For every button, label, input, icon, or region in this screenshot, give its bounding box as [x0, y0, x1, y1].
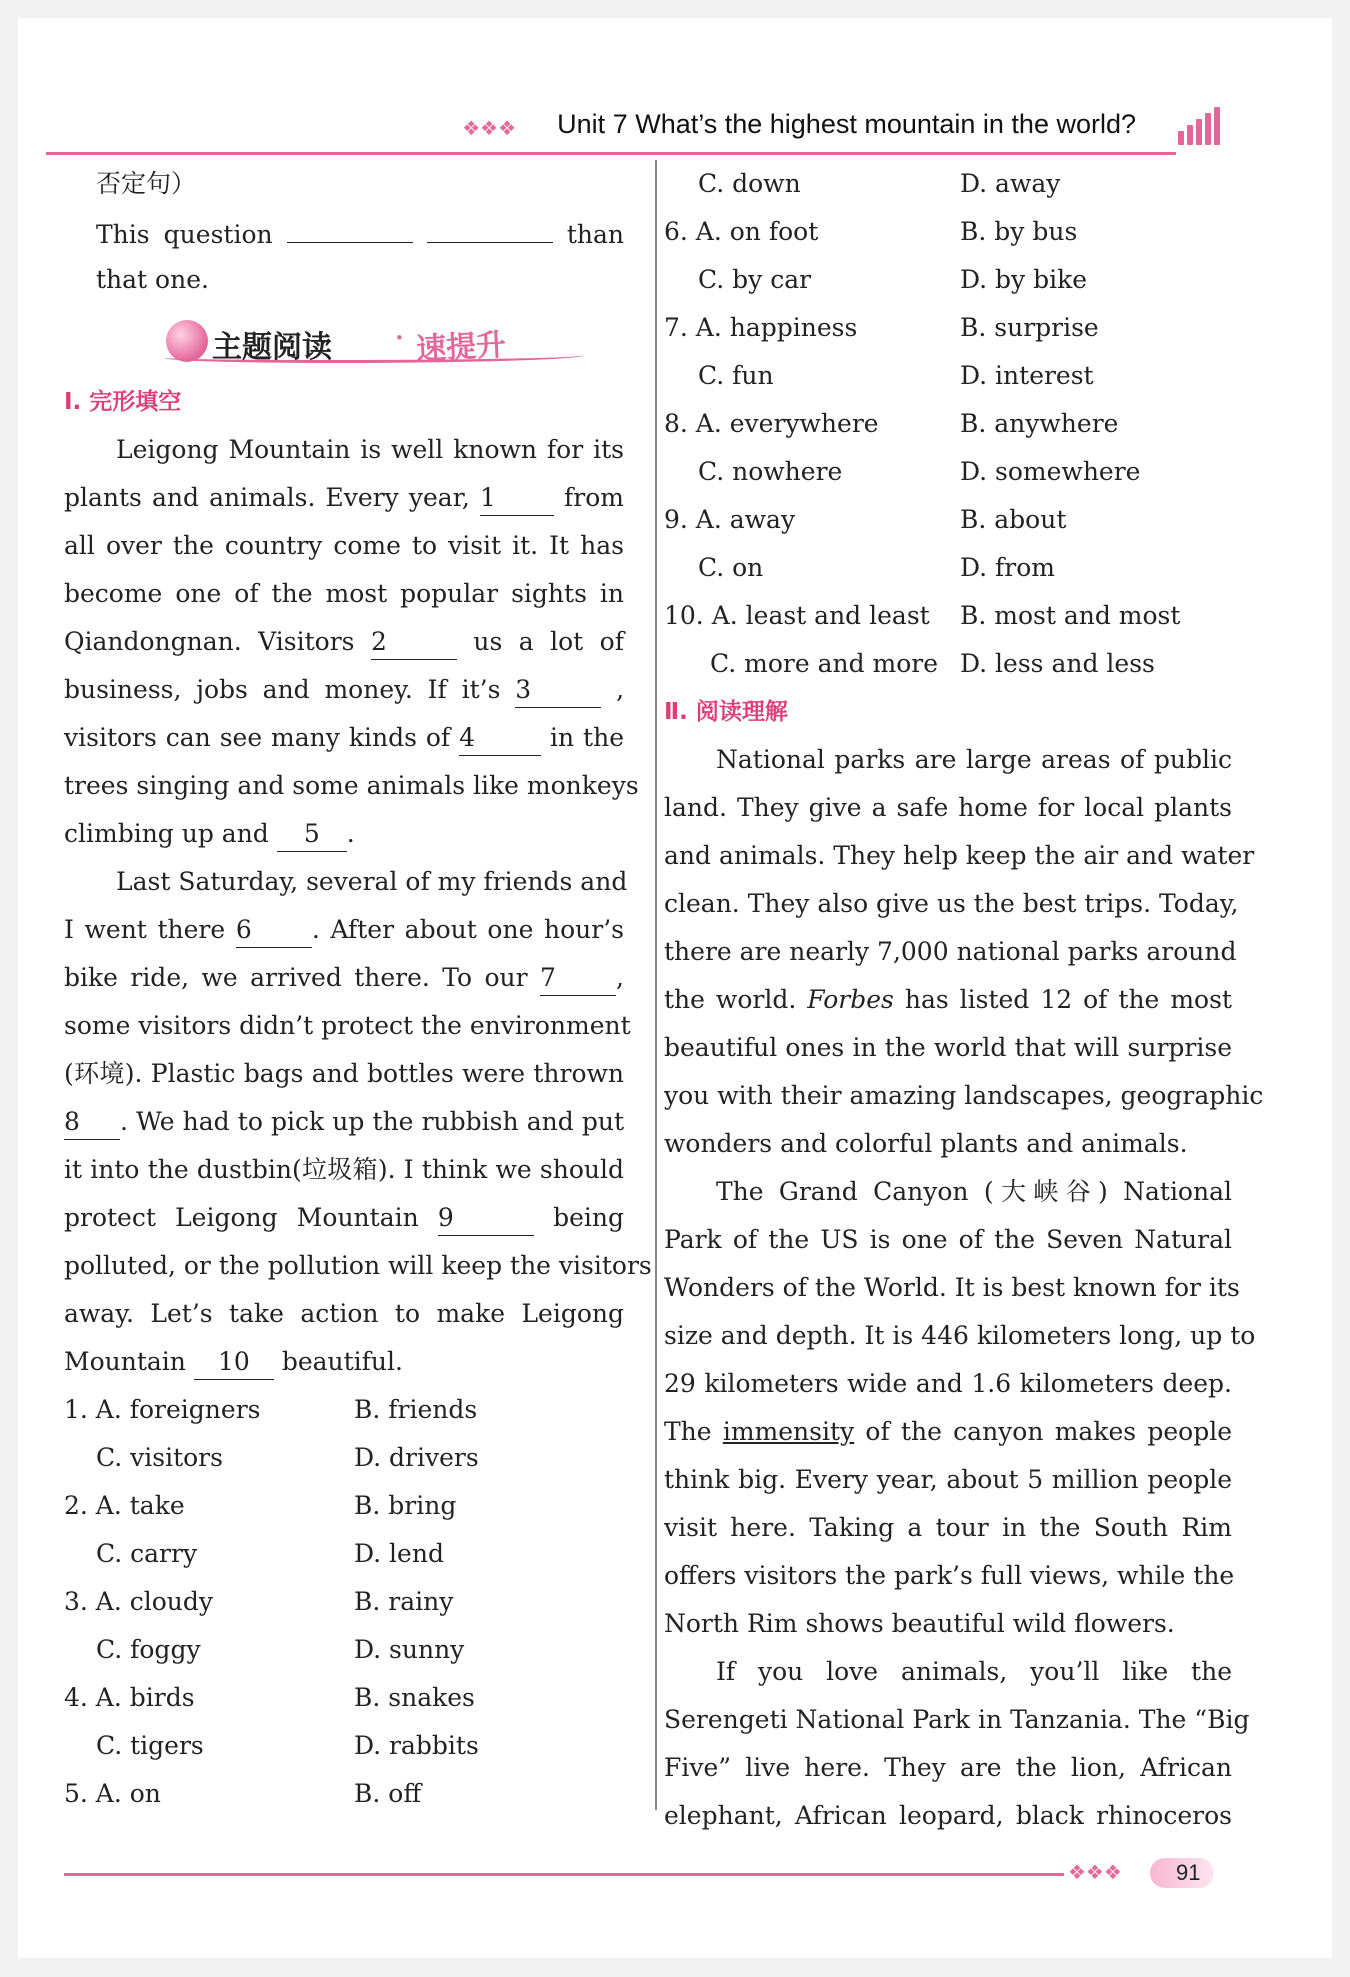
option-row	[64, 1482, 624, 1530]
text-line: (环境). Plastic bags and bottles were thrown	[64, 1059, 624, 1088]
blank-3[interactable]: 3	[515, 673, 601, 708]
text-line: some visitors didn’t protect the environment	[64, 1011, 631, 1040]
text-line: and animals. They help keep the air and water	[664, 841, 1255, 870]
option-b[interactable]: B. friends	[354, 1395, 478, 1424]
option-row	[64, 1578, 624, 1626]
text-line: wonders and colorful plants and animals.	[664, 1129, 1188, 1158]
option-row	[664, 208, 1232, 256]
text-line: offers visitors the park’s full views, while the	[664, 1561, 1235, 1590]
blank-6[interactable]: 6	[236, 913, 312, 948]
text-line: all over the country come to visit it. It has	[64, 531, 624, 560]
option-c[interactable]: C. visitors	[96, 1443, 223, 1472]
blank-7[interactable]: 7	[540, 961, 616, 996]
option-c[interactable]: C. fun	[698, 361, 774, 390]
option-b[interactable]: B. anywhere	[960, 409, 1119, 438]
option-c[interactable]: C. carry	[96, 1539, 198, 1568]
text-line: Last Saturday, several of my friends and	[116, 867, 628, 896]
text-line: land. They give a safe home for local plants	[664, 793, 1232, 822]
option-c[interactable]: C. tigers	[96, 1731, 204, 1760]
option-row	[664, 640, 1232, 688]
option-d[interactable]: D. less and less	[960, 649, 1155, 678]
section-title-reading: Ⅱ. 阅读理解	[664, 699, 788, 725]
option-b[interactable]: B. rainy	[354, 1587, 454, 1616]
option-a[interactable]: 4. A. birds	[64, 1683, 195, 1712]
option-row	[64, 1674, 624, 1722]
right-column	[664, 160, 1264, 1840]
text-line: Five” live here. They are the lion, African	[664, 1753, 1232, 1782]
option-d[interactable]: D. rabbits	[354, 1731, 479, 1760]
text-line: business, jobs and money. If it’s 3 ,	[64, 666, 624, 714]
text-line: clean. They also give us the best trips. Today,	[664, 889, 1239, 918]
banner-title: 主题阅读	[212, 330, 332, 365]
text-line: 8 . We had to pick up the rubbish and put	[64, 1098, 624, 1146]
text-line: elephant, African leopard, black rhinoceros	[664, 1801, 1232, 1830]
text-line: Wonders of the World. It is best known for its	[664, 1273, 1240, 1302]
option-a[interactable]: 6. A. on foot	[664, 217, 819, 246]
option-row	[664, 592, 1232, 640]
dot-icon: ·	[394, 318, 405, 358]
text-line: bike ride, we arrived there. To our 7 ,	[64, 954, 624, 1002]
option-b[interactable]: B. bring	[354, 1491, 457, 1520]
blank-9[interactable]: 9	[438, 1201, 534, 1236]
option-c[interactable]: C. nowhere	[698, 457, 843, 486]
text-line: 否定句）	[96, 169, 197, 198]
blank-4[interactable]: 4	[459, 721, 541, 756]
text-line: The Grand Canyon (大峡谷) National	[716, 1177, 1232, 1206]
text-line: North Rim shows beautiful wild flowers.	[664, 1609, 1175, 1638]
option-b[interactable]: B. snakes	[354, 1683, 475, 1712]
text-line: polluted, or the pollution will keep the visitors	[64, 1251, 652, 1280]
text-line: plants and animals. Every year, 1 from	[64, 474, 624, 522]
option-row	[64, 1386, 624, 1434]
option-c[interactable]: C. on	[698, 553, 764, 582]
option-d[interactable]: D. away	[960, 169, 1061, 198]
text-line: become one of the most popular sights in	[64, 579, 624, 608]
text-line: climbing up and 5 .	[64, 810, 624, 858]
option-b[interactable]: B. by bus	[960, 217, 1078, 246]
option-d[interactable]: D. from	[960, 553, 1056, 582]
signal-bars-icon	[1178, 103, 1228, 145]
option-c[interactable]: C. more and more	[710, 649, 939, 678]
option-c[interactable]: C. foggy	[96, 1635, 201, 1664]
header-rule	[46, 152, 1176, 155]
blank-1[interactable]: 1	[480, 481, 554, 516]
text-line: trees singing and some animals like monkeys	[64, 771, 639, 800]
page-number: 91	[1176, 1860, 1201, 1885]
option-b[interactable]: B. most and most	[960, 601, 1181, 630]
text-line: think big. Every year, about 5 million people	[664, 1465, 1232, 1494]
option-row	[64, 1626, 624, 1674]
option-row	[64, 1530, 624, 1578]
option-row	[664, 304, 1232, 352]
option-row	[64, 1770, 624, 1818]
italic-word: Forbes	[807, 985, 894, 1014]
text-line: Park of the US is one of the Seven Natural	[664, 1225, 1232, 1254]
text-line: you with their amazing landscapes, geographic	[664, 1081, 1264, 1110]
section-title-cloze: Ⅰ. 完形填空	[64, 389, 182, 415]
answer-blank[interactable]	[287, 208, 413, 243]
text-line: The immensity of the canyon makes people	[664, 1417, 1232, 1446]
option-row	[64, 1722, 624, 1770]
text-line: it into the dustbin(垃圾箱). I think we should	[64, 1155, 624, 1184]
option-d[interactable]: D. somewhere	[960, 457, 1141, 486]
text-line: protect Leigong Mountain 9 being	[64, 1194, 624, 1242]
banner-subtitle: 速提升	[415, 327, 508, 368]
option-row	[664, 496, 1232, 544]
option-d[interactable]: D. interest	[960, 361, 1094, 390]
star-decoration-icon: ❖❖❖	[462, 116, 516, 140]
text-line: the world. Forbes has listed 12 of the most	[664, 985, 1232, 1014]
underlined-word: immensity	[722, 1417, 855, 1446]
option-a[interactable]: 10. A. least and least	[664, 601, 930, 630]
option-a[interactable]: 9. A. away	[664, 505, 796, 534]
option-row	[664, 448, 1232, 496]
option-c[interactable]: C. by car	[698, 265, 812, 294]
text-line: National parks are large areas of public	[716, 745, 1232, 774]
option-a[interactable]: 3. A. cloudy	[64, 1587, 214, 1616]
footer-rule	[64, 1873, 1064, 1876]
text-line: beautiful ones in the world that will surprise	[664, 1033, 1232, 1062]
column-divider	[655, 160, 657, 1810]
answer-blank[interactable]	[427, 208, 553, 243]
text-line: that one.	[96, 265, 209, 294]
option-a[interactable]: 5. A. on	[64, 1779, 161, 1808]
option-row	[664, 544, 1232, 592]
section-banner	[64, 304, 624, 378]
option-b[interactable]: B. about	[960, 505, 1067, 534]
option-d[interactable]: D. lend	[354, 1539, 444, 1568]
page-header	[46, 95, 1236, 155]
option-row	[664, 256, 1232, 304]
option-a[interactable]: 2. A. take	[64, 1491, 185, 1520]
blank-10[interactable]: 10	[194, 1345, 274, 1380]
text-line: visitors can see many kinds of 4 in the	[64, 714, 624, 762]
option-d[interactable]: D. drivers	[354, 1443, 479, 1472]
option-row	[664, 352, 1232, 400]
option-c[interactable]: C. down	[698, 169, 801, 198]
option-d[interactable]: D. sunny	[354, 1635, 465, 1664]
option-b[interactable]: B. surprise	[960, 313, 1099, 342]
text-line: I went there 6 . After about one hour’s	[64, 906, 624, 954]
text-line: there are nearly 7,000 national parks around	[664, 937, 1237, 966]
option-a[interactable]: 7. A. happiness	[664, 313, 858, 342]
blank-2[interactable]: 2	[371, 625, 457, 660]
unit-title: Unit 7 What’s the highest mountain in the world?	[557, 109, 1136, 139]
left-column	[64, 160, 652, 1818]
text-line: Leigong Mountain is well known for its	[116, 435, 624, 464]
option-a[interactable]: 8. A. everywhere	[664, 409, 879, 438]
text-line: away. Let’s take action to make Leigong	[64, 1299, 624, 1328]
text-line: If you love animals, you’ll like the	[716, 1657, 1232, 1686]
text-line: 29 kilometers wide and 1.6 kilometers deep.	[664, 1369, 1232, 1398]
text-line: visit here. Taking a tour in the South Rim	[664, 1513, 1232, 1542]
text-line: This question than	[64, 208, 624, 256]
blank-8[interactable]: 8	[64, 1105, 120, 1140]
option-d[interactable]: D. by bike	[960, 265, 1088, 294]
text-line: Mountain 10 beautiful.	[64, 1338, 624, 1386]
blank-5[interactable]: 5	[277, 817, 347, 852]
text-line: Qiandongnan. Visitors 2 us a lot of	[64, 618, 624, 666]
option-row	[664, 400, 1232, 448]
option-a[interactable]: 1. A. foreigners	[64, 1395, 261, 1424]
option-b[interactable]: B. off	[354, 1779, 422, 1808]
option-row	[64, 1434, 624, 1482]
option-row	[664, 160, 1232, 208]
text-line: Serengeti National Park in Tanzania. The “Big	[664, 1705, 1250, 1734]
text-line: size and depth. It is 446 kilometers long, up to	[664, 1321, 1256, 1350]
star-decoration-icon: ❖❖❖	[1068, 1860, 1122, 1884]
